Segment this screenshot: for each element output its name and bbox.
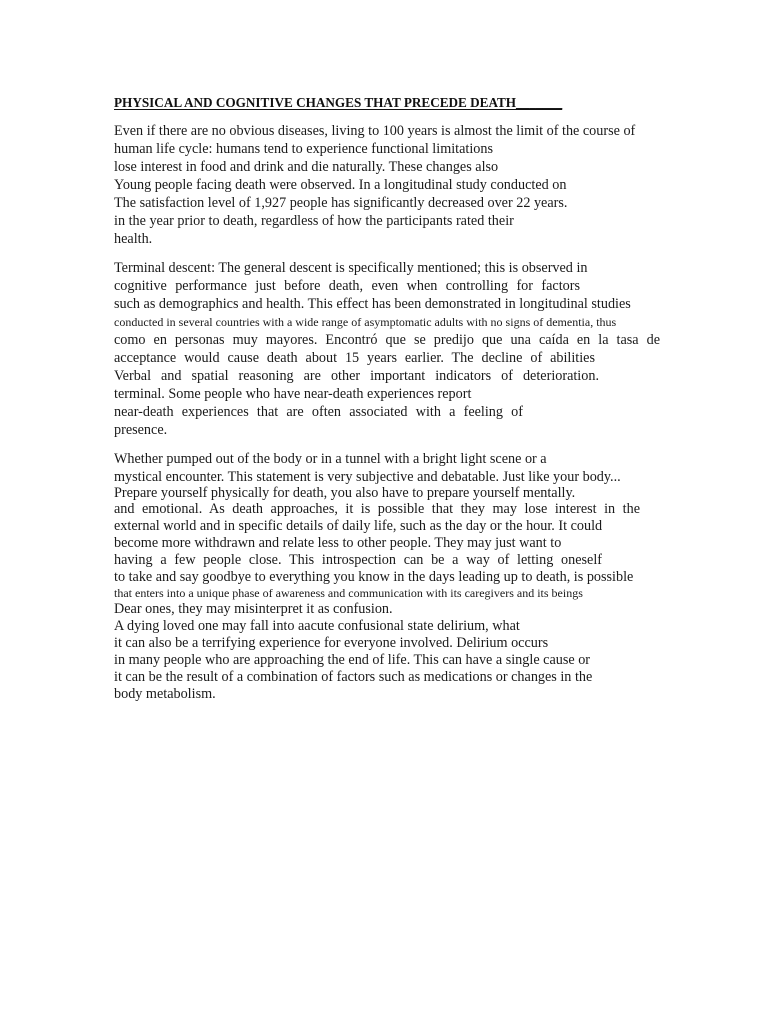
paragraph-3-line-1: Whether pumped out of the body or in a tunnel with a bright light scene or a	[114, 451, 547, 467]
paragraph-3-line-5: external world and in specific details of daily life, such as the day or the hour. It could	[114, 518, 603, 534]
paragraph-2-line-5: como en personas muy mayores. Encontró que se predijo que una caída en la tasa de	[114, 332, 660, 348]
paragraph-3-line-13: in many people who are approaching the end of life. This can have a single cause or	[114, 652, 591, 668]
paragraph-1-line-5: The satisfaction level of 1,927 people has significantly decreased over 22 years.	[114, 195, 568, 211]
paragraph-2-line-4: conducted in several countries with a wide range of asymptomatic adults with no signs of dementia, thus	[114, 315, 617, 329]
paragraph-1-line-4: Young people facing death were observed. In a longitudinal study conducted on	[114, 177, 567, 193]
paragraph-3-line-4: and emotional. As death approaches, it is possible that they may lose interest in the	[114, 501, 640, 517]
paragraph-1-line-2: human life cycle: humans tend to experience functional limitations	[114, 141, 494, 157]
paragraph-1-line-3: lose interest in food and drink and die naturally. These changes also	[114, 159, 499, 175]
paragraph-2-line-8: terminal. Some people who have near-death experiences report	[114, 386, 472, 402]
paragraph-3-line-8: to take and say goodbye to everything you know in the days leading up to death, is possible	[114, 569, 634, 585]
paragraph-3-line-11: A dying loved one may fall into aacute confusional state delirium, what	[114, 618, 520, 634]
paragraph-2-line-10: presence.	[114, 422, 168, 438]
paragraph-3-line-12: it can also be a terrifying experience for everyone involved. Delirium occurs	[114, 635, 549, 651]
paragraph-2-line-2: cognitive performance just before death, even when controlling for factors	[114, 278, 580, 294]
paragraph-3-line-9: that enters into a unique phase of awareness and communication with its caregivers and its beings	[114, 586, 583, 600]
paragraph-3-line-10: Dear ones, they may misinterpret it as confusion.	[114, 601, 393, 617]
paragraph-1-line-6: in the year prior to death, regardless of how the participants rated their	[114, 213, 514, 229]
paragraph-2-line-6: acceptance would cause death about 15 years earlier. The decline of abilities	[114, 350, 595, 366]
paragraph-3-line-15: body metabolism.	[114, 686, 216, 702]
paragraph-2-line-1: Terminal descent: The general descent is specifically mentioned; this is observed in	[114, 260, 588, 276]
paragraph-3-line-3: Prepare yourself physically for death, you also have to prepare yourself mentally.	[114, 485, 576, 501]
paragraph-3-line-7: having a few people close. This introspection can be a way of letting oneself	[114, 552, 602, 568]
paragraph-2-line-9: near-death experiences that are often associated with a feeling of	[114, 404, 523, 420]
paragraph-2-line-7: Verbal and spatial reasoning are other important indicators of deterioration.	[114, 368, 599, 384]
paragraph-1-line-1: Even if there are no obvious diseases, living to 100 years is almost the limit of the course of	[114, 123, 636, 139]
paragraph-3-line-6: become more withdrawn and relate less to other people. They may just want to	[114, 535, 562, 551]
paragraph-3-line-14: it can be the result of a combination of factors such as medications or changes in the	[114, 669, 593, 685]
document-title: PHYSICAL AND COGNITIVE CHANGES THAT PRECEDE DEATH_______	[114, 95, 563, 110]
paragraph-3-line-2: mystical encounter. This statement is very subjective and debatable. Just like your body...	[114, 469, 621, 485]
paragraph-2-line-3: such as demographics and health. This effect has been demonstrated in longitudinal studies	[114, 296, 631, 312]
paragraph-1-line-7: health.	[114, 231, 153, 247]
